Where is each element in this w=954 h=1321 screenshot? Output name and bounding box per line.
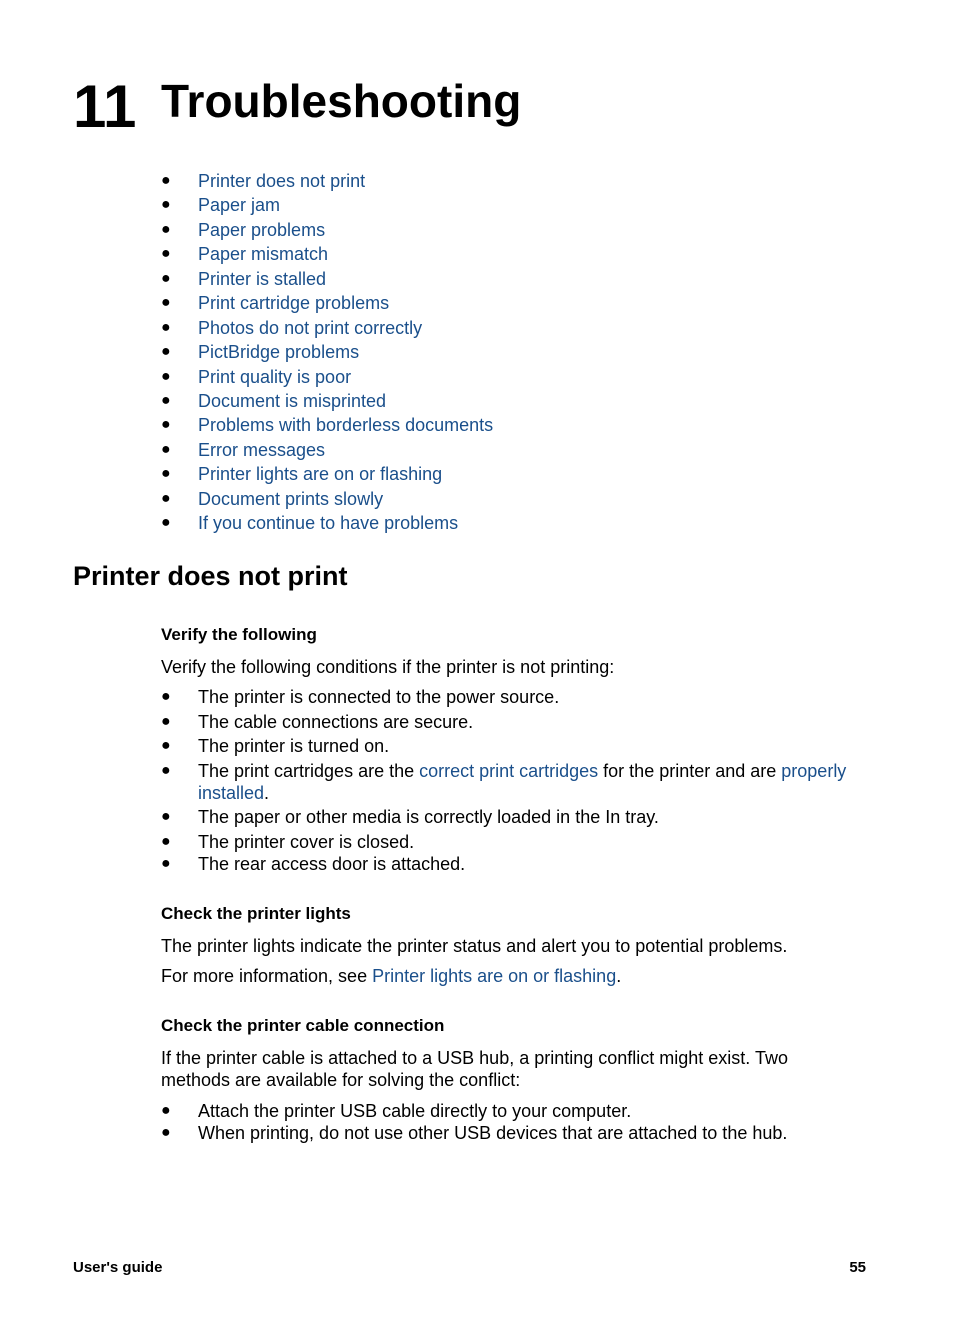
toc-item xyxy=(161,487,493,511)
list-item: ● The cable connections are secure. xyxy=(161,711,474,732)
bullet-icon: ● xyxy=(161,854,171,872)
toc-item xyxy=(161,365,493,389)
list-item: ● The printer cover is closed. xyxy=(161,831,415,852)
list-item: ● The printer is connected to the power source. xyxy=(161,687,560,707)
toc-item xyxy=(161,242,493,266)
toc-link[interactable]: PictBridge problems xyxy=(198,342,360,363)
bullet-icon: ● xyxy=(161,391,171,409)
bullet-icon: ● xyxy=(161,712,171,730)
toc-link[interactable]: Printer is stalled xyxy=(198,268,327,289)
toc-link[interactable]: Error messages xyxy=(198,439,326,460)
bullet-icon: ● xyxy=(161,688,171,705)
verify-heading: Verify the following xyxy=(161,625,317,644)
toc-link[interactable]: Document prints slowly xyxy=(198,488,384,509)
toc-item xyxy=(161,340,493,364)
chapter-title: Troubleshooting xyxy=(161,75,522,127)
printer-lights-link[interactable]: Printer lights are on or flashing xyxy=(372,966,617,986)
toc-link[interactable]: If you continue to have problems xyxy=(198,513,459,534)
toc-link[interactable]: Paper jam xyxy=(198,195,281,216)
bullet-icon: ● xyxy=(161,367,171,385)
lights-more-info: For more information, see Printer lights are on or flashing. xyxy=(161,966,622,986)
cable-text: If the printer cable is attached to a USB hub, a printing conflict might exist. Two methods are available for solving the conflict: xyxy=(161,1048,788,1090)
toc-link[interactable]: Document is misprinted xyxy=(198,390,387,411)
list-item: ● Attach the printer USB cable directly to your computer. xyxy=(161,1101,632,1121)
toc-link[interactable]: Printer does not print xyxy=(198,171,366,191)
bullet-icon: ● xyxy=(161,808,171,825)
bullet-icon: ● xyxy=(161,196,171,214)
cable-list xyxy=(161,1100,866,1144)
chapter-heading xyxy=(73,72,522,141)
toc-link[interactable]: Print cartridge problems xyxy=(198,293,390,314)
bullet-icon: ● xyxy=(161,245,171,263)
bullet-icon: ● xyxy=(161,416,171,434)
page-number: 55 xyxy=(849,1259,866,1276)
bullet-icon: ● xyxy=(161,269,171,287)
list-item: ● The paper or other media is correctly loaded in the In tray. xyxy=(161,807,659,827)
toc-item xyxy=(161,413,493,437)
toc-link[interactable]: Paper problems xyxy=(198,219,326,240)
bullet-icon: ● xyxy=(161,343,171,361)
toc-item xyxy=(161,218,493,242)
list-item-cartridges: ● The print cartridges are the correct print cartridges for the printer and are properly installed. xyxy=(161,760,847,803)
bullet-icon: ● xyxy=(161,514,171,532)
lights-heading: Check the printer lights xyxy=(161,904,351,923)
toc-item xyxy=(161,462,493,486)
toc-item xyxy=(161,169,493,193)
chapter-toc-list xyxy=(161,169,493,536)
toc-item xyxy=(161,511,493,535)
list-item: ● The printer is turned on. xyxy=(161,736,390,756)
footer-guide-label: User's guide xyxy=(73,1259,163,1276)
bullet-icon: ● xyxy=(161,489,171,507)
verify-list xyxy=(161,686,866,875)
toc-item xyxy=(161,267,493,291)
cable-heading: Check the printer cable connection xyxy=(161,1016,445,1035)
toc-item xyxy=(161,389,493,413)
chapter-number: 11 xyxy=(73,73,137,140)
toc-link[interactable]: Problems with borderless documents xyxy=(198,415,494,436)
bullet-icon: ● xyxy=(161,832,171,850)
bullet-icon: ● xyxy=(161,737,171,754)
toc-item xyxy=(161,316,493,340)
bullet-icon: ● xyxy=(161,761,171,779)
bullet-icon: ● xyxy=(161,1124,171,1141)
bullet-icon: ● xyxy=(161,465,171,483)
list-item: ● The rear access door is attached. xyxy=(161,853,466,874)
bullet-icon: ● xyxy=(161,440,171,458)
toc-item xyxy=(161,291,493,315)
lights-text: The printer lights indicate the printer status and alert you to potential problems. xyxy=(161,936,788,956)
bullet-icon: ● xyxy=(161,220,171,238)
list-item: ● When printing, do not use other USB devices that are attached to the hub. xyxy=(161,1123,788,1143)
properly-installed-link[interactable]: properly installed xyxy=(198,760,847,803)
bullet-icon: ● xyxy=(161,318,171,336)
verify-intro: Verify the following conditions if the printer is not printing: xyxy=(161,657,615,677)
section-title: Printer does not print xyxy=(73,561,348,591)
bullet-icon: ● xyxy=(161,172,171,189)
toc-item xyxy=(161,438,493,462)
toc-link[interactable]: Printer lights are on or flashing xyxy=(198,464,443,485)
toc-link[interactable]: Paper mismatch xyxy=(198,244,329,265)
bullet-icon: ● xyxy=(161,294,171,312)
bullet-icon: ● xyxy=(161,1102,171,1119)
toc-link[interactable]: Photos do not print correctly xyxy=(198,317,423,338)
toc-item xyxy=(161,193,493,217)
correct-cartridges-link[interactable]: correct print cartridges xyxy=(419,760,599,781)
toc-link[interactable]: Print quality is poor xyxy=(198,366,352,387)
